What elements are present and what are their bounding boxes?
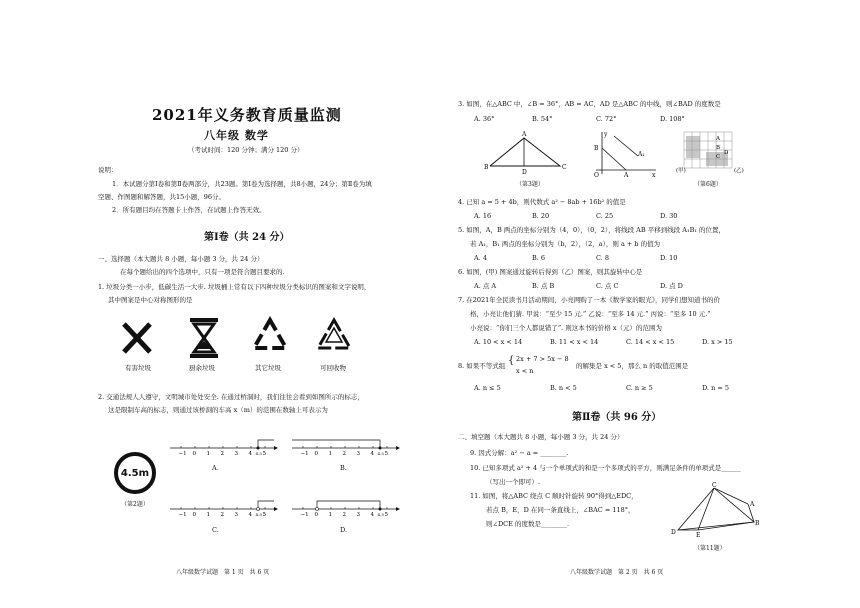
- range-segment: [317, 501, 380, 509]
- q11-label-a: A: [750, 501, 755, 508]
- q6-label-yi: (乙): [734, 168, 744, 174]
- tick-label: −1: [300, 451, 309, 457]
- q5-option-b[interactable]: B. 6: [532, 254, 546, 262]
- q5-line1: 5. 如图，A，B 两点的坐标分别为（4，0），（0，2），将线段 AB 平移到线段 A₁B₁ 的位置，: [458, 226, 726, 234]
- q3-label-c: C: [562, 164, 567, 171]
- tick-label: 4.5: [377, 512, 384, 517]
- endpoint: [379, 447, 382, 450]
- other-waste-icon: [250, 316, 290, 356]
- tick-label: 4.5: [255, 451, 262, 456]
- tick-label: 2: [220, 512, 224, 518]
- sign-text: 4.5m: [120, 467, 150, 479]
- q6-label-d: D: [724, 150, 729, 156]
- endpoint: [379, 508, 382, 511]
- tick-label: 4: [248, 451, 252, 457]
- axis-arrow-icon: [396, 446, 400, 450]
- q6-text: 6. 如图，(甲) 图案通过旋转后得到（乙）图案，则其旋转中心是: [458, 268, 643, 276]
- number-line-a: [168, 432, 278, 462]
- q8-ineq1: 2x + 7 > 5x − 8: [516, 355, 569, 363]
- height-limit-sign-icon: [114, 452, 156, 494]
- q3-text: 3. 如图，在△ABC 中，∠B = 36°，AB = AC，AD 是△ABC 的中线，则∠BAD 的度数是: [458, 100, 721, 108]
- range-ray: [258, 440, 274, 448]
- q8-prefix: 8. 如果不等式组: [458, 362, 506, 370]
- q1-caption-c: 其它垃圾: [255, 364, 281, 372]
- q2-line2: 这是限制车高的标志，则通过该桥洞的车高 x（m）的范围在数轴上可表示为: [108, 406, 328, 414]
- number-line-c: [168, 493, 278, 523]
- q10-line1: 10. 已知多项式 a² + 4 与一个单项式的和是一个多项式的平方，则满足条件的单项式是______: [470, 464, 741, 472]
- tick-label: −1: [178, 512, 187, 518]
- q6-rotation-figure: [676, 130, 746, 176]
- tick-label: 1: [328, 512, 332, 518]
- q7-option-b[interactable]: B. 11 < x < 14: [550, 338, 599, 346]
- q5-option-a[interactable]: A. 4: [474, 254, 487, 262]
- q11-label-e: E: [696, 532, 701, 539]
- q3-option-d[interactable]: D. 108°: [660, 115, 685, 123]
- endpoint: [316, 508, 319, 511]
- q3-figure-caption: （第3题）: [516, 181, 544, 188]
- recyclable-icon: [314, 316, 354, 356]
- q5-label-a: A: [624, 172, 629, 179]
- q1-caption-a: 有害垃圾: [125, 364, 151, 372]
- q6-label-a: A: [716, 136, 720, 142]
- tick-label: −1: [300, 512, 309, 518]
- q11-line1: 11. 如图，将△ABC 绕点 C 顺时针旋转 90°得到△EDC，: [470, 492, 638, 500]
- hazardous-waste-icon: [118, 318, 156, 358]
- q1-caption-b: 厨余垃圾: [189, 364, 215, 372]
- q3-option-c[interactable]: C. 72°: [596, 115, 617, 123]
- q6-option-c[interactable]: C. 点 C: [596, 282, 619, 290]
- tick-label: 4.5: [377, 451, 384, 456]
- q3-option-b[interactable]: B. 54°: [532, 115, 553, 123]
- q6-label-c: C: [716, 154, 721, 160]
- number-line-d: [290, 493, 400, 523]
- q2-line1: 2. 交通法规人人遵守，文明城市处处安全. 在通过桥洞时，我们往往会看到如图所示的标志，: [98, 393, 364, 401]
- q6-label-jia: (甲): [676, 168, 686, 174]
- q5-label-o: O: [594, 172, 599, 179]
- q4-option-d[interactable]: D. 30: [660, 212, 678, 220]
- tick-label: 5: [384, 451, 388, 457]
- q10-line2: （写出一个即可）.: [486, 478, 541, 486]
- tick-label: 0: [314, 512, 318, 518]
- q6-figure-caption: （第6题）: [694, 181, 722, 188]
- tick-label: 2: [342, 451, 346, 457]
- q3-label-d: D: [522, 169, 527, 176]
- q5-coordinate-figure: [590, 130, 660, 179]
- q8-option-c[interactable]: C. n ≥ 5: [626, 384, 653, 392]
- q11-line3: 则∠DCE 的度数是________.: [486, 520, 570, 528]
- q11-label-d: D: [671, 529, 676, 536]
- q4-option-c[interactable]: C. 25: [596, 212, 614, 220]
- q5-label-x: x: [652, 172, 656, 179]
- tick-label: 3: [234, 451, 238, 457]
- q8-option-d[interactable]: D. n = 5: [702, 384, 730, 392]
- q6-option-a[interactable]: A. 点 A: [474, 282, 497, 290]
- axis-arrow-icon: [274, 446, 278, 450]
- tick-label: 2: [220, 451, 224, 457]
- q2-option-b[interactable]: B.: [340, 464, 347, 472]
- tick-label: 0: [192, 451, 196, 457]
- axis-arrow-icon: [396, 507, 400, 511]
- section1-heading: 一、选择题（本大题共 8 小题，每小题 3 分，共 24 分）: [98, 255, 264, 263]
- number-line-b: [290, 432, 400, 462]
- q1-caption-d: 可回收物: [320, 364, 346, 372]
- tick-label: 0: [314, 451, 318, 457]
- q2-figure-caption: （第2题）: [121, 501, 149, 508]
- kitchen-waste-icon: [186, 316, 222, 360]
- section1-instruction: 在每个题给出的四个选项中，只有一项是符合题目要求的.: [120, 268, 285, 276]
- q5-line2: 若 A₁，B₁ 两点的坐标分别为（b，2），（2，a），则 a + b 的值为: [470, 240, 661, 248]
- q3-label-b: B: [484, 164, 489, 171]
- q1-line1: 1. 垃圾分类一小步，低碳生活一大步. 垃圾桶上常有以下四种垃圾分类标识的图案和文字说明，: [98, 283, 371, 291]
- q3-label-a: A: [522, 131, 527, 138]
- q11-figure-caption: （第11题）: [694, 545, 726, 552]
- q7-option-c[interactable]: C. 14 < x < 15: [626, 338, 675, 346]
- q1-line2: 其中图案是中心对称图形的是: [108, 296, 193, 304]
- section2-heading: 二、填空题（本大题共 8 小题，每小题 3 分，共 24 分）: [458, 433, 624, 441]
- axis-arrow-icon: [274, 507, 278, 511]
- tick-label: 0: [192, 512, 196, 518]
- page-title: 2021年义务教育质量监测: [152, 106, 342, 124]
- q5-label-b: B: [594, 145, 599, 152]
- q11-line2: 若点 B，E，D 在同一条直线上，∠BAC = 118°，: [486, 506, 635, 514]
- endpoint: [257, 447, 260, 450]
- q8-option-b[interactable]: B. n < 5: [550, 384, 577, 392]
- part2-heading: 第Ⅱ卷（共 96 分）: [572, 412, 662, 423]
- tick-label: 4: [370, 451, 374, 457]
- q11-label-c: C: [712, 482, 717, 489]
- q5-label-y: y: [604, 131, 608, 138]
- q9-text: 9. 因式分解：a² − a = ________.: [470, 449, 569, 457]
- q5-option-c[interactable]: C. 8: [596, 254, 610, 262]
- tick-label: 5: [384, 512, 388, 518]
- q2-option-c[interactable]: C.: [212, 526, 219, 534]
- tick-label: 1: [328, 451, 332, 457]
- range-ray: [292, 440, 380, 448]
- tick-label: 2: [342, 512, 346, 518]
- tick-label: 4: [370, 512, 374, 518]
- tick-label: 5: [262, 451, 266, 457]
- range-ray: [258, 501, 274, 509]
- endpoint: [257, 508, 260, 511]
- notes-label: 说明：: [98, 166, 118, 174]
- note-1a: 1．本试题分第Ⅰ卷和第Ⅱ卷两部分，共23题。第Ⅰ卷为选择题，共8小题，24分；第Ⅱ卷为填: [112, 180, 372, 188]
- q4-option-a[interactable]: A. 16: [474, 212, 492, 220]
- q7-option-a[interactable]: A. 10 < x < 14: [474, 338, 523, 346]
- q11-rotation-figure: [668, 484, 764, 540]
- q8-ineq2: x < n: [516, 367, 534, 375]
- tick-label: 4.5: [255, 512, 262, 517]
- q3-triangle-figure: [484, 132, 570, 174]
- tick-label: −1: [178, 451, 187, 457]
- tick-label: 1: [206, 512, 210, 518]
- q6-label-b: B: [716, 145, 721, 151]
- q6-option-b[interactable]: B. 点 B: [532, 282, 555, 290]
- q8-suffix: 的解集是 x < 5，那么 n 的取值范围是: [576, 362, 689, 370]
- tick-label: 5: [262, 512, 266, 518]
- q5-option-d[interactable]: D. 10: [660, 254, 678, 262]
- page1-footer: 八年级数学试题 第 1 页 共 6 页: [176, 569, 270, 576]
- q8-brace: {: [508, 355, 515, 366]
- q7-line3: 小亮说：“你们三个人都说错了”. 则这本书的价格 x（元）的范围为: [470, 324, 663, 332]
- q11-label-b: B: [755, 520, 760, 527]
- q5-label-a1: A₁: [638, 151, 645, 158]
- q7-line1: 7. 在2021年全民读书月活动期间，小亮网购了一本《数学家的眼光》，同学们想知道书的价: [458, 296, 721, 304]
- tick-label: 4: [248, 512, 252, 518]
- tick-label: 3: [234, 512, 238, 518]
- tick-label: 3: [356, 512, 360, 518]
- q2-option-a[interactable]: A.: [212, 464, 219, 472]
- tick-label: 1: [206, 451, 210, 457]
- tick-label: 3: [356, 451, 360, 457]
- q4-text: 4. 已知 a = 5 + 4b，则代数式 a² − 8ab + 16b² 的值是: [458, 198, 626, 206]
- exam-subject: 八年级 数学: [204, 129, 269, 142]
- note-2: 2．所有题目均在答题卡上作答，在试题上作答无效。: [112, 206, 266, 214]
- note-1b: 空题、作图题和解答题，共15小题，96分。: [98, 193, 226, 201]
- q6-option-d[interactable]: D. 点 D: [660, 282, 683, 290]
- exam-info: （考试时间：120 分钟；满分 120 分）: [188, 146, 304, 154]
- q7-line2: 格，小亮让他们猜. 甲说：“至少 15 元.” 乙说：“至多 14 元.” 丙说：“至多 10 元.”: [470, 310, 711, 318]
- q4-option-b[interactable]: B. 20: [532, 212, 550, 220]
- q8-option-a[interactable]: A. n ≤ 5: [474, 384, 501, 392]
- q2-option-d[interactable]: D.: [340, 526, 348, 534]
- q3-option-a[interactable]: A. 36°: [474, 115, 495, 123]
- page2-footer: 八年级数学试题 第 2 页 共 6 页: [570, 569, 664, 576]
- part1-heading: 第Ⅰ卷（共 24 分）: [204, 232, 290, 243]
- q7-option-d[interactable]: D. x > 15: [702, 338, 733, 346]
